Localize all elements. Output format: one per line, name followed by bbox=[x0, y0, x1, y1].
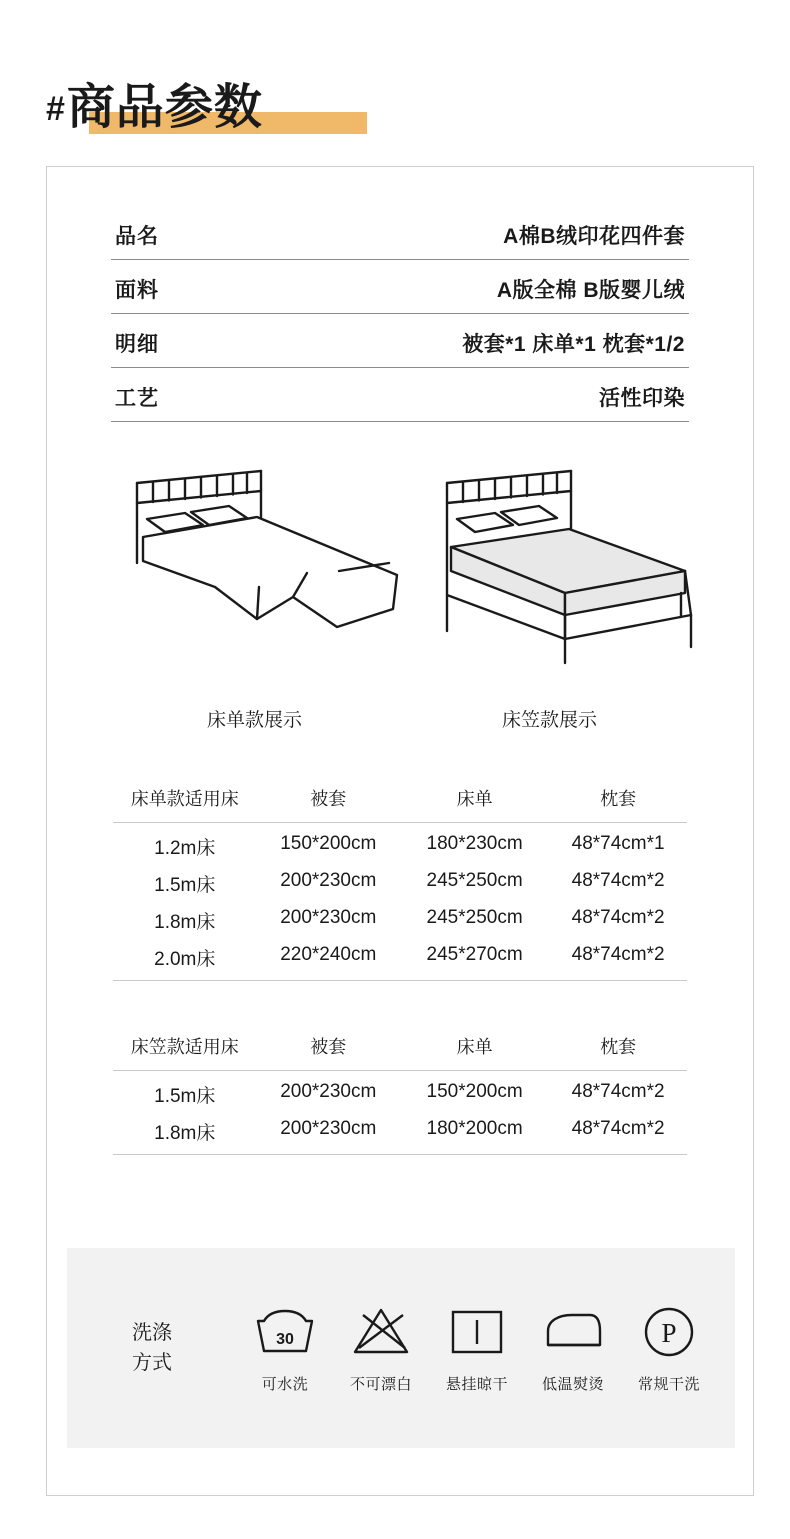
cell-duvet: 200*230cm bbox=[280, 1118, 377, 1139]
table-header-row bbox=[113, 785, 687, 823]
page-title-text: 商品参数 bbox=[66, 81, 263, 134]
wash-care-item-label: 悬挂晾干 bbox=[445, 1375, 508, 1393]
table-row bbox=[111, 217, 689, 260]
table-row bbox=[113, 897, 687, 934]
table-row bbox=[113, 934, 687, 981]
column-header: 被套 bbox=[310, 789, 347, 809]
table-row bbox=[113, 823, 687, 860]
title-wrap bbox=[66, 81, 263, 134]
spec-value: 活性印染 bbox=[599, 387, 685, 410]
spec-key: 工艺 bbox=[115, 387, 159, 410]
spec-card bbox=[46, 166, 754, 1496]
column-header: 床单款适用床 bbox=[130, 789, 239, 809]
low-iron-icon bbox=[542, 1303, 604, 1361]
cell-duvet: 200*230cm bbox=[280, 870, 377, 891]
column-header: 床笠款适用床 bbox=[130, 1037, 239, 1057]
spec-key: 明细 bbox=[115, 333, 159, 356]
spec-value: A棉B绒印花四件套 bbox=[503, 225, 685, 248]
wash-care-label-line2: 方式 bbox=[132, 1352, 172, 1374]
cell-pillow: 48*74cm*2 bbox=[571, 907, 665, 928]
spec-value: 被套*1 床单*1 枕套*1/2 bbox=[462, 333, 685, 356]
cell-pillow: 48*74cm*2 bbox=[571, 870, 665, 891]
table-row bbox=[113, 1071, 687, 1108]
wash-care-item bbox=[237, 1303, 333, 1394]
size-table-fitted bbox=[113, 1033, 687, 1155]
bed-caption-flat: 床单款展示 bbox=[206, 710, 302, 731]
column-header: 被套 bbox=[310, 1037, 347, 1057]
wash-tub-icon bbox=[254, 1303, 316, 1361]
table-row bbox=[111, 325, 689, 368]
cell-duvet: 220*240cm bbox=[280, 944, 377, 965]
spec-table bbox=[111, 217, 689, 422]
wash-care-icons bbox=[237, 1303, 735, 1394]
cell-pillow: 48*74cm*2 bbox=[571, 1118, 665, 1139]
page-title bbox=[46, 58, 263, 132]
wash-care-item-label: 可水洗 bbox=[261, 1375, 309, 1393]
wash-care-item-label: 常规干洗 bbox=[637, 1375, 700, 1393]
cell-sheet: 245*250cm bbox=[426, 870, 523, 891]
wash-care-item bbox=[525, 1303, 621, 1394]
cell-size: 1.5m床 bbox=[154, 875, 216, 896]
bed-illustrations bbox=[107, 467, 697, 667]
cell-size: 1.8m床 bbox=[154, 912, 216, 933]
column-header: 枕套 bbox=[600, 1037, 637, 1057]
cell-size: 1.2m床 bbox=[154, 838, 216, 859]
wash-care-panel bbox=[67, 1248, 735, 1448]
column-header: 枕套 bbox=[600, 789, 637, 809]
cell-pillow: 48*74cm*2 bbox=[571, 944, 665, 965]
table-row bbox=[113, 860, 687, 897]
cell-size: 2.0m床 bbox=[154, 949, 216, 970]
cell-duvet: 200*230cm bbox=[280, 1081, 377, 1102]
wash-care-item bbox=[429, 1303, 525, 1394]
cell-sheet: 245*250cm bbox=[426, 907, 523, 928]
dry-clean-letter: P bbox=[661, 1317, 677, 1348]
table-row bbox=[111, 271, 689, 314]
cell-duvet: 150*200cm bbox=[280, 833, 377, 854]
flat-sheet-bed-icon bbox=[137, 471, 397, 627]
cell-pillow: 48*74cm*2 bbox=[571, 1081, 665, 1102]
spec-key: 品名 bbox=[115, 225, 159, 248]
spec-value: A版全棉 B版婴儿绒 bbox=[496, 279, 685, 302]
bed-caption-row bbox=[107, 705, 697, 732]
wash-care-label bbox=[67, 1318, 237, 1378]
no-bleach-icon bbox=[350, 1303, 412, 1361]
column-header: 床单 bbox=[456, 1037, 493, 1057]
size-table-flat bbox=[113, 785, 687, 981]
wash-care-item-label: 低温熨烫 bbox=[541, 1375, 604, 1393]
wash-care-item bbox=[621, 1303, 717, 1394]
table-row bbox=[113, 1108, 687, 1155]
cell-sheet: 180*200cm bbox=[426, 1118, 523, 1139]
wash-temp-text: 30 bbox=[276, 1330, 294, 1348]
table-header-row bbox=[113, 1033, 687, 1071]
wash-care-label-line1: 洗涤 bbox=[132, 1322, 172, 1344]
cell-pillow: 48*74cm*1 bbox=[571, 833, 665, 854]
cell-duvet: 200*230cm bbox=[280, 907, 377, 928]
drip-dry-icon bbox=[448, 1303, 506, 1361]
cell-size: 1.5m床 bbox=[154, 1086, 216, 1107]
bed-caption-fitted: 床笠款展示 bbox=[501, 710, 597, 731]
cell-sheet: 245*270cm bbox=[426, 944, 523, 965]
wash-care-item-label: 不可漂白 bbox=[349, 1375, 412, 1393]
column-header: 床单 bbox=[456, 789, 493, 809]
wash-care-item bbox=[333, 1303, 429, 1394]
cell-size: 1.8m床 bbox=[154, 1123, 216, 1144]
table-row bbox=[111, 379, 689, 422]
cell-sheet: 180*230cm bbox=[426, 833, 523, 854]
dry-clean-icon bbox=[641, 1303, 697, 1361]
spec-key: 面料 bbox=[115, 279, 159, 302]
cell-sheet: 150*200cm bbox=[426, 1081, 523, 1102]
hash-mark: # bbox=[46, 90, 65, 128]
fitted-sheet-bed-icon bbox=[447, 471, 691, 663]
